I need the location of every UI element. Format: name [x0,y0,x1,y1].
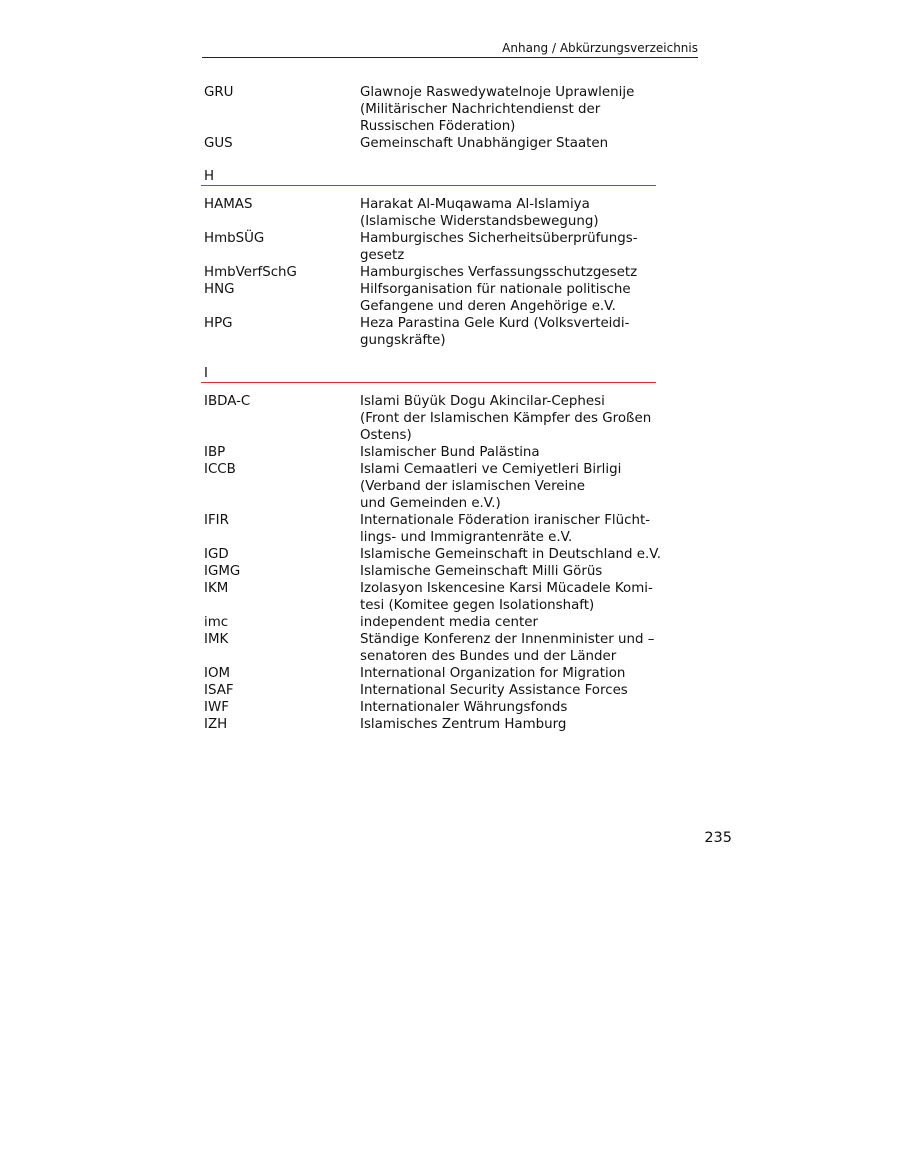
description-line: Hilfsorganisation für nationale politische [360,282,631,297]
section-heading: I [201,365,656,383]
abbreviation-entry [204,716,656,733]
running-header [202,40,698,58]
description-line: gesetz [360,248,405,263]
abbreviation-description [360,580,656,614]
description-line: International Organization for Migration [360,666,626,681]
abbreviation-description [360,135,656,152]
description-line: Ostens) [360,428,412,443]
description-line: Islami Büyük Dogu Akincilar-Cephesi [360,394,605,409]
abbreviation: IBP [204,445,226,460]
abbreviation: ISAF [204,683,234,698]
abbreviation-entry [204,614,656,631]
description-line: (Verband der islamischen Vereine [360,479,585,494]
abbreviation: IGD [204,547,229,562]
abbreviation: IZH [204,717,228,732]
abbreviation-description [360,631,656,665]
abbreviation-description [360,665,656,682]
abbreviation: IWF [204,700,229,715]
abbreviation-description [360,84,656,135]
abbreviation-entry [204,230,656,264]
abbreviation: HmbSÜG [204,231,265,246]
description-line: Russischen Föderation) [360,119,516,134]
abbreviation-entry [204,546,661,563]
description-line: Heza Parastina Gele Kurd (Volksverteidi- [360,316,630,331]
abbreviation-description [360,444,656,461]
description-line: Internationaler Währungsfonds [360,700,568,715]
abbreviation-description [360,196,656,230]
abbreviation-description [360,461,656,512]
abbreviation-entry [204,665,656,682]
abbreviation: IOM [204,666,231,681]
abbreviation-entry [204,682,656,699]
abbreviation-description [360,563,656,580]
abbreviation: HPG [204,316,233,331]
description-line: Izolasyon Iskencesine Karsi Mücadele Komi- [360,581,653,596]
abbreviation-entry [204,315,656,349]
abbreviation: IBDA-C [204,394,251,409]
description-line: Ständige Konferenz der Innenminister und – [360,632,655,647]
abbreviation: imc [204,615,229,630]
description-line: Harakat Al-Muqawama Al-Islamiya [360,197,590,212]
abbreviation-description [360,614,656,631]
abbreviation: GUS [204,136,233,151]
description-line: (Front der Islamischen Kämpfer des Großen [360,411,652,426]
description-line: Hamburgisches Sicherheitsüberprüfungs- [360,231,638,246]
abbreviation-description [360,682,656,699]
abbreviation-description [360,546,661,563]
description-line: Gemeinschaft Unabhängiger Staaten [360,136,609,151]
abbreviation-description [360,699,656,716]
description-line: Hamburgisches Verfassungsschutzgesetz [360,265,638,280]
section-heading: H [201,168,656,186]
description-line: Gefangene und deren Angehörige e.V. [360,299,616,314]
abbreviation: GRU [204,85,234,100]
abbreviation-entry [204,631,656,665]
abbreviation-description [360,264,656,281]
page-number: 235 [704,830,732,846]
abbreviation-description [360,315,656,349]
abbreviation: HmbVerfSchG [204,265,297,280]
abbreviation-entry [204,393,656,444]
abbreviation: HNG [204,282,235,297]
description-line: senatoren des Bundes und der Länder [360,649,617,664]
abbreviation-description [360,230,656,264]
description-line: gungskräfte) [360,333,446,348]
abbreviation-entry [204,699,656,716]
abbreviation-entry [204,563,656,580]
abbreviation-entry [204,281,656,315]
abbreviation-list [204,84,661,733]
abbreviation-entry [204,461,656,512]
description-line: independent media center [360,615,538,630]
description-line: Islami Cemaatleri ve Cemiyetleri Birligi [360,462,622,477]
description-line: und Gemeinden e.V.) [360,496,501,511]
running-header-title: Anhang / Abkürzungsverzeichnis [502,41,698,55]
abbreviation: IMK [204,632,229,647]
abbreviation-entry [204,84,656,135]
abbreviation: IGMG [204,564,241,579]
abbreviation-description [360,393,656,444]
abbreviation-entry [204,444,656,461]
description-line: (Militärischer Nachrichtendienst der [360,102,601,117]
abbreviation-entry [204,512,656,546]
description-line: lings- und Immigrantenräte e.V. [360,530,573,545]
description-line: Islamischer Bund Palästina [360,445,540,460]
abbreviation-description [360,512,656,546]
abbreviation-entry [204,580,656,614]
abbreviation-entry [204,196,656,230]
abbreviation-description [360,281,656,315]
description-line: Glawnoje Raswedywatelnoje Uprawlenije [360,85,635,100]
description-line: (Islamische Widerstandsbewegung) [360,214,599,229]
abbreviation-description [360,716,656,733]
description-line: Islamische Gemeinschaft Milli Görüs [360,564,603,579]
description-line: Islamische Gemeinschaft in Deutschland e.V. [360,547,661,562]
abbreviation-entry [204,135,656,152]
description-line: Islamisches Zentrum Hamburg [360,717,567,732]
abbreviation: IKM [204,581,229,596]
description-line: International Security Assistance Forces [360,683,628,698]
description-line: Internationale Föderation iranischer Flücht- [360,513,651,528]
abbreviation: ICCB [204,462,236,477]
abbreviation-entry [204,264,656,281]
abbreviation: IFIR [204,513,229,528]
description-line: tesi (Komitee gegen Isolationshaft) [360,598,595,613]
abbreviation: HAMAS [204,197,253,212]
